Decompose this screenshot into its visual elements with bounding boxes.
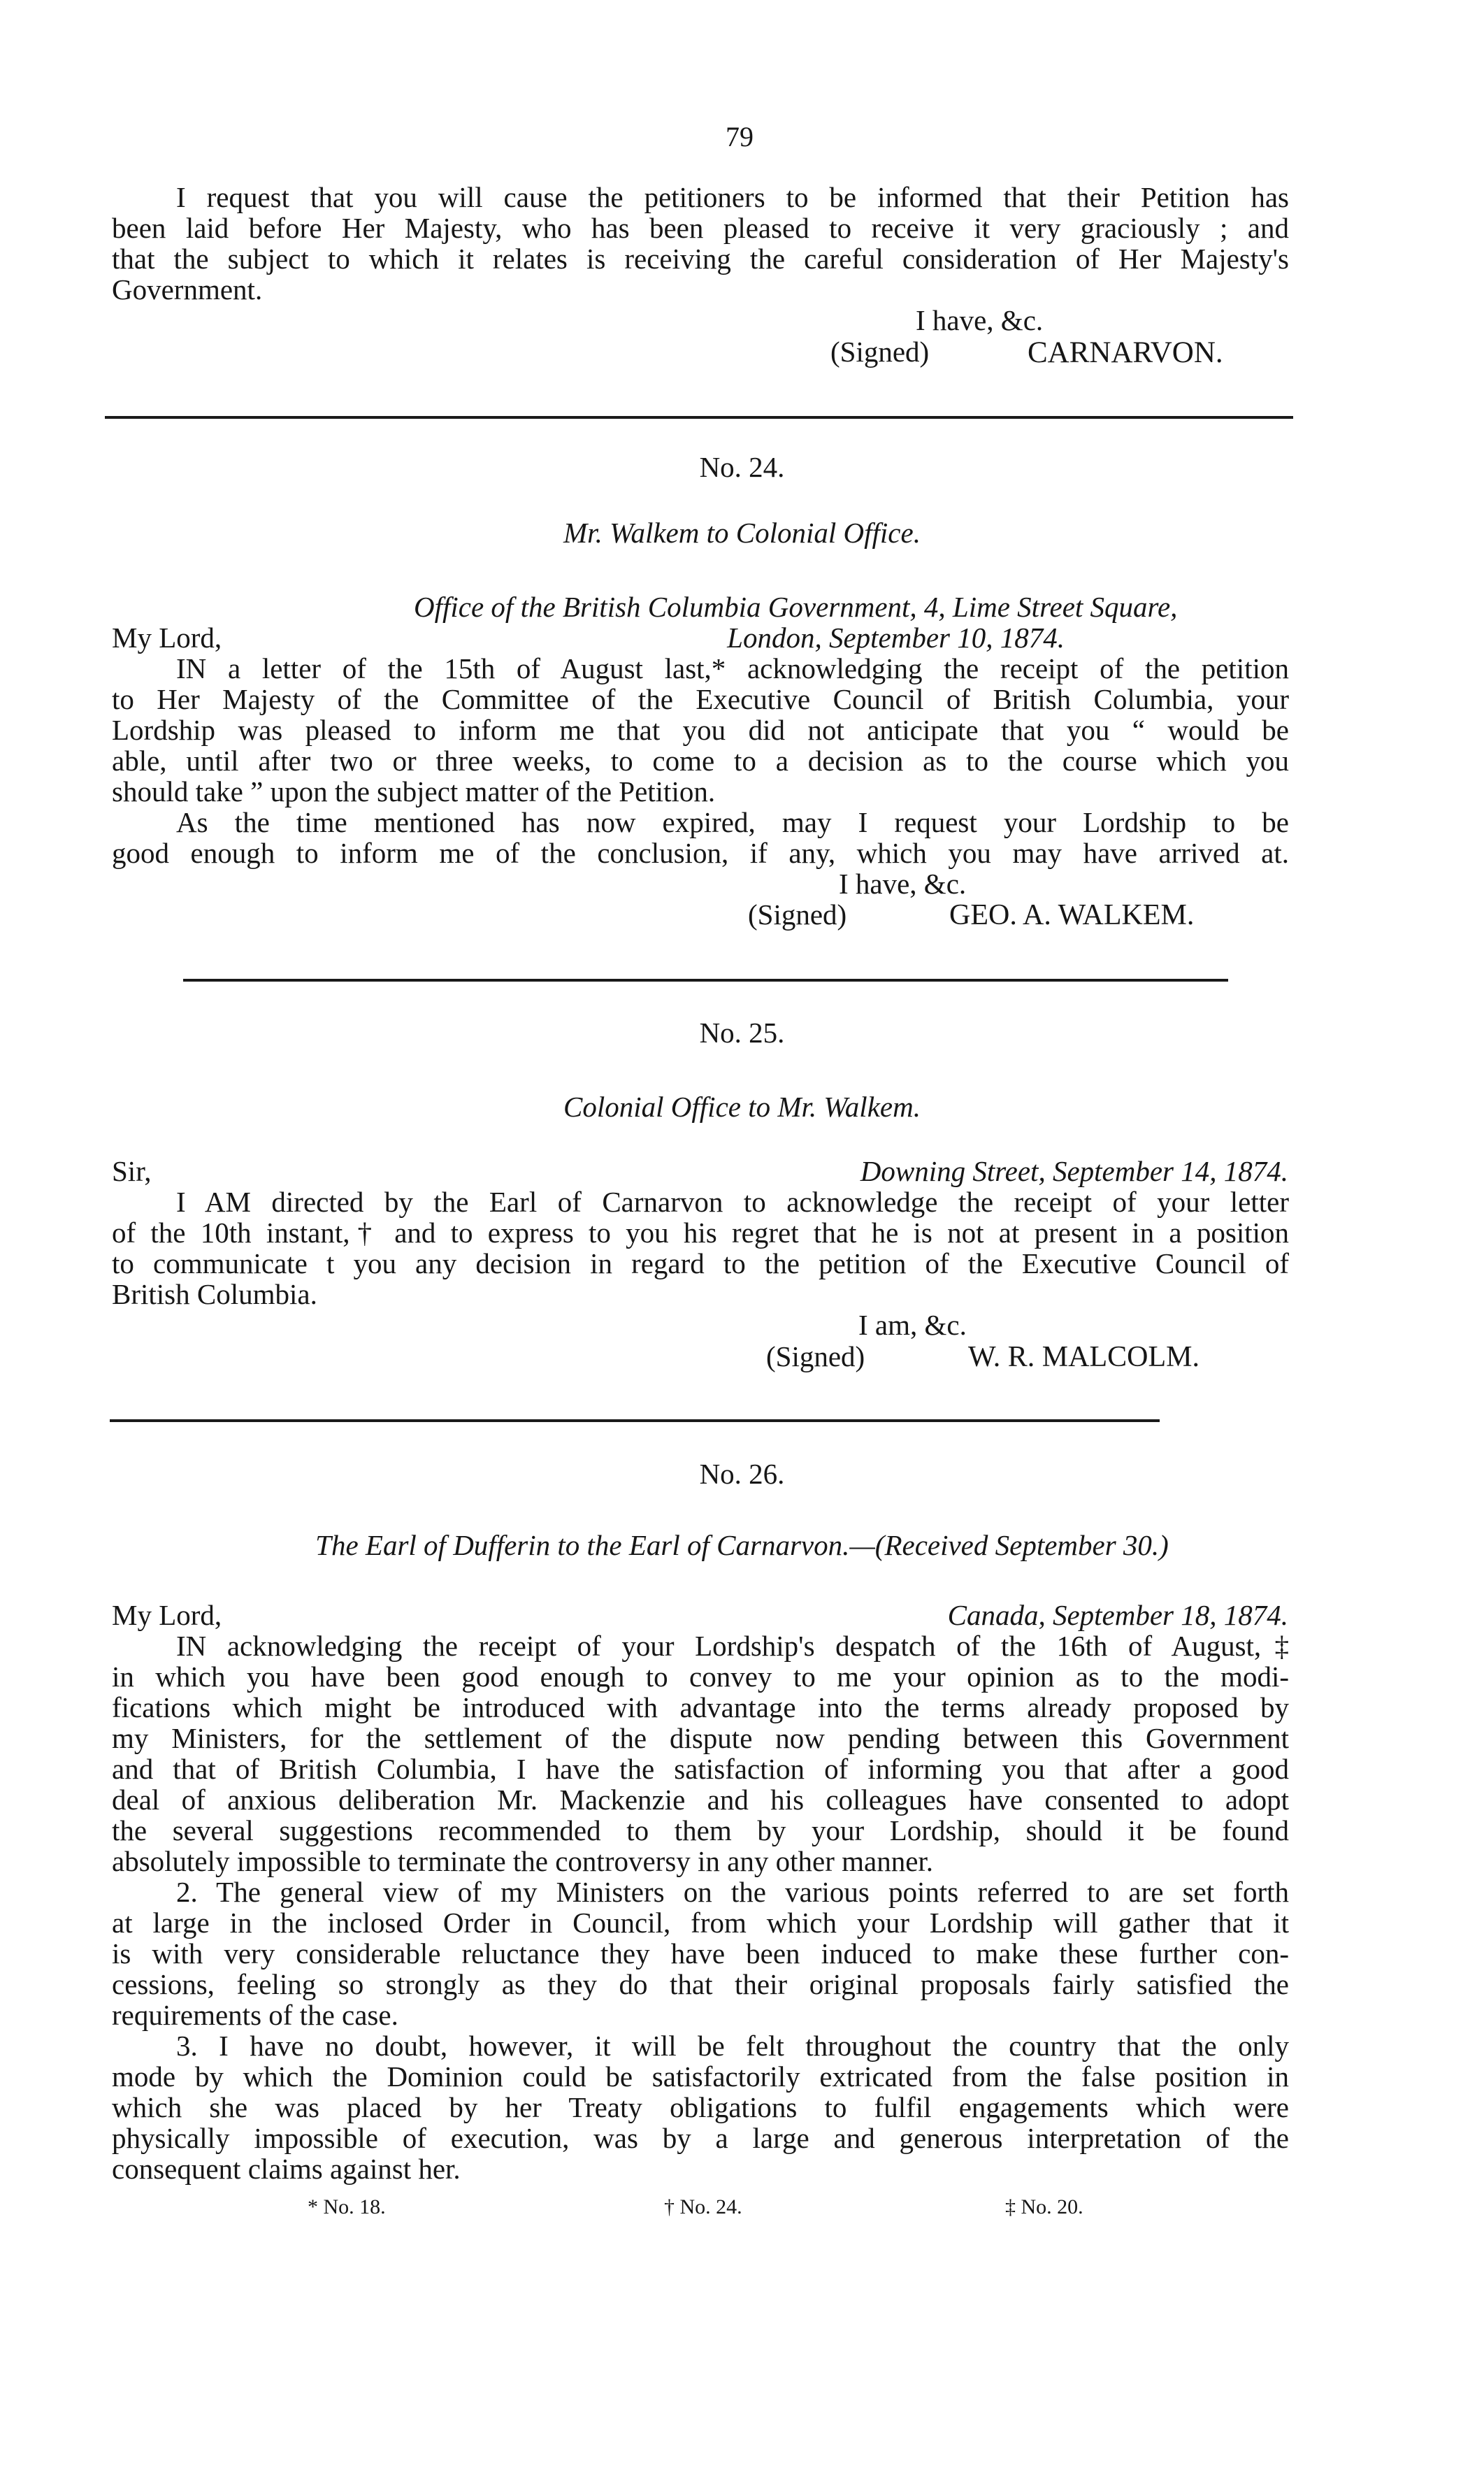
body-line: to communicate t you any decision in regard to the petition of the Executive Council of: [112, 1247, 1289, 1279]
body-line: which she was placed by her Treaty obligations to fulfil engagements which were: [112, 2091, 1289, 2123]
body-line: my Ministers, for the settlement of the dispute now pending between this Government: [112, 1722, 1289, 1754]
body-line: IN a letter of the 15th of August last,* acknowledging the receipt of the petition: [176, 652, 1289, 684]
signed-label: (Signed): [748, 898, 847, 931]
section-divider: [110, 1419, 1160, 1422]
body-line: to Her Majesty of the Committee of the Executive Council of British Columbia, your: [112, 683, 1289, 715]
page-number: 79: [726, 121, 754, 152]
section-divider: [183, 979, 1228, 982]
body-line: 2. The general view of my Ministers on the various points referred to are set forth: [176, 1876, 1289, 1908]
salutation: Sir,: [112, 1155, 152, 1187]
section-divider: [105, 416, 1293, 419]
letter-title: Mr. Walkem to Colonial Office.: [563, 517, 921, 549]
footnote: † No. 24.: [664, 2195, 742, 2218]
footnote: * No. 18.: [308, 2195, 386, 2218]
letter-date-text: London, September 10, 1874.: [727, 622, 1065, 654]
body-line: mode by which the Dominion could be satisfactorily extricated from the false position in: [112, 2060, 1289, 2093]
letter-title: Colonial Office to Mr. Walkem.: [563, 1091, 921, 1123]
closing: I have, &c.: [916, 304, 1044, 336]
closing: I have, &c.: [839, 868, 967, 900]
body-line: British Columbia.: [112, 1278, 317, 1310]
body-line: 3. I have no doubt, however, it will be felt throughout the country that the only: [176, 2030, 1289, 2062]
body-line: cessions, feeling so strongly as they do that their original proposals fairly satisfied the: [112, 1968, 1289, 2000]
sender-address: Office of the British Columbia Government, 4, Lime Street Square,: [414, 591, 1178, 623]
letter-date: [948, 1601, 1288, 1630]
document-number: No. 24.: [699, 451, 785, 483]
body-line: I AM directed by the Earl of Carnarvon to acknowledge the receipt of your letter: [176, 1186, 1289, 1218]
body-line: the several suggestions recommended to them by your Lordship, should it be found: [112, 1814, 1289, 1846]
body-line: able, until after two or three weeks, to come to a decision as to the course which you: [112, 745, 1289, 777]
letter-date-text: Downing Street, September 14, 1874.: [860, 1155, 1288, 1187]
closing: I am, &c.: [858, 1309, 967, 1341]
body-line: of the 10th instant,† and to express to you his regret that he is not at present in a position: [112, 1217, 1289, 1249]
signed-label: (Signed): [830, 336, 930, 368]
document-number: No. 26.: [699, 1458, 785, 1490]
body-line: deal of anxious deliberation Mr. Mackenzie and his colleagues have consented to adopt: [112, 1784, 1289, 1816]
signer-name: CARNARVON.: [1028, 336, 1223, 369]
body-line: consequent claims against her.: [112, 2153, 461, 2185]
letter-date-text: Canada, September 18, 1874.: [947, 1599, 1288, 1631]
body-line: As the time mentioned has now expired, may I request your Lordship to be: [176, 806, 1289, 838]
body-line: Lordship was pleased to inform me that you did not anticipate that you “ would be: [112, 714, 1289, 746]
body-line: is with very considerable reluctance they have been induced to make these further con-: [112, 1937, 1289, 1970]
intro-line: been laid before Her Majesty, who has been pleased to receive it very graciously ; and: [112, 212, 1289, 244]
signed-label: (Signed): [766, 1340, 865, 1372]
document-number: No. 25.: [699, 1017, 785, 1049]
body-line: requirements of the case.: [112, 1999, 398, 2031]
intro-line: that the subject to which it relates is receiving the careful consideration of Her Majesty's: [112, 243, 1289, 275]
letter-date: [860, 1157, 1288, 1186]
signer-name: W. R. MALCOLM.: [968, 1341, 1200, 1373]
body-line: physically impossible of execution, was by a large and generous interpretation of the: [112, 2122, 1289, 2154]
letter-title: The Earl of Dufferin to the Earl of Carnarvon.—(Received September 30.): [315, 1529, 1169, 1561]
signer-name: GEO. A. WALKEM.: [949, 899, 1195, 931]
letter-date: [727, 624, 1065, 652]
intro-line: I request that you will cause the petitioners to be informed that their Petition has: [176, 181, 1289, 213]
salutation: My Lord,: [112, 1599, 222, 1631]
footnote: ‡ No. 20.: [1005, 2195, 1083, 2218]
body-line: in which you have been good enough to convey to me your opinion as to the modi-: [112, 1660, 1289, 1693]
body-line: fications which might be introduced with advantage into the terms already proposed by: [112, 1691, 1289, 1723]
intro-line: Government.: [112, 273, 263, 306]
salutation: My Lord,: [112, 622, 222, 654]
body-line: should take ” upon the subject matter of the Petition.: [112, 775, 716, 808]
body-line: and that of British Columbia, I have the satisfaction of informing you that after a good: [112, 1753, 1289, 1785]
body-line: at large in the inclosed Order in Council, from which your Lordship will gather that it: [112, 1907, 1289, 1939]
body-line: IN acknowledging the receipt of your Lordship's despatch of the 16th of August,‡: [176, 1630, 1289, 1662]
body-line: absolutely impossible to terminate the controversy in any other manner.: [112, 1845, 934, 1877]
body-line: good enough to inform me of the conclusion, if any, which you may have arrived at.: [112, 837, 1289, 869]
